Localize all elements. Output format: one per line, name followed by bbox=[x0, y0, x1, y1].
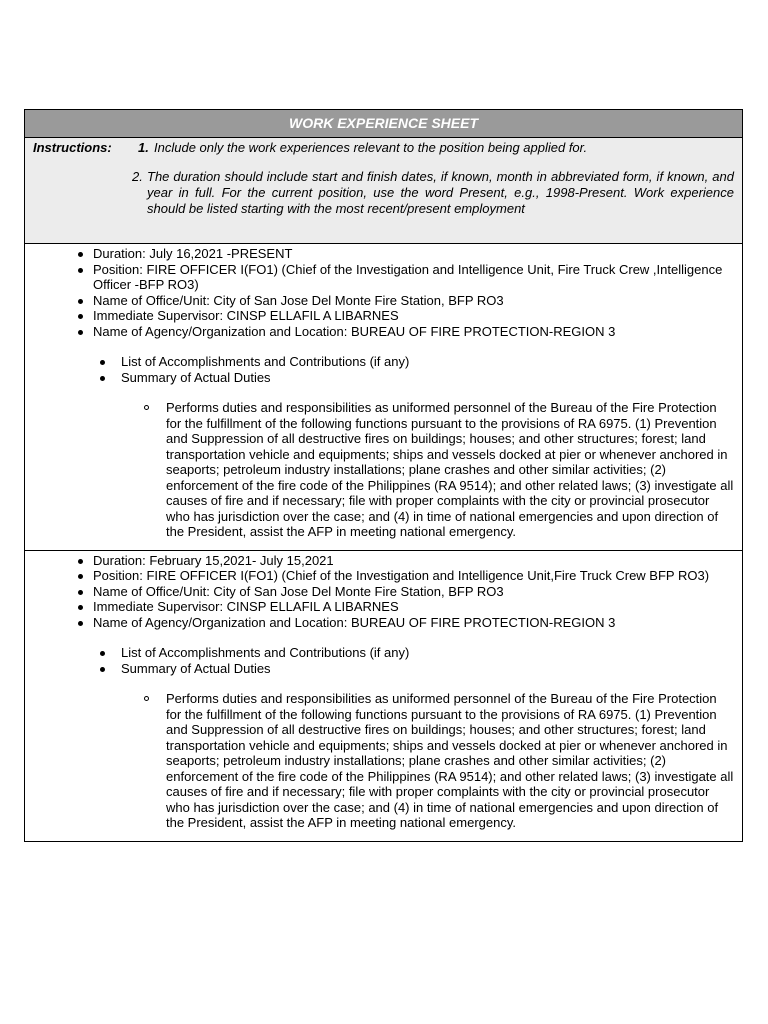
entry-supervisor: Immediate Supervisor: CINSP ELLAFIL A LIBARNES bbox=[25, 308, 734, 324]
entry-position: Position: FIRE OFFICER I(FO1) (Chief of the Investigation and Intelligence Unit,Fire Truck Crew BFP RO3) bbox=[25, 568, 734, 584]
entry-supervisor: Immediate Supervisor: CINSP ELLAFIL A LIBARNES bbox=[25, 599, 734, 615]
entry-accomplishments: List of Accomplishments and Contributions (if any) bbox=[25, 354, 734, 370]
entry-sub-list bbox=[25, 645, 734, 676]
instruction-2-text: The duration should include start and finish dates, if known, month in abbreviated form, if known, and year in full. For the current position, use the word Present, e.g., 1998-Present. Work experience should be listed starting with the most recent/present employment bbox=[147, 169, 734, 216]
instruction-2-number: 2. bbox=[132, 169, 143, 184]
work-experience-sheet bbox=[24, 109, 743, 842]
entry-office: Name of Office/Unit: City of San Jose Del Monte Fire Station, BFP RO3 bbox=[25, 293, 734, 309]
entry-duties-text: Performs duties and responsibilities as uniformed personnel of the Bureau of the Fire Protection for the fulfillment of the following functions pursuant to the provisions of RA 6975. (1) Prevention and Suppression of all destructive fires on buildings; houses; and other structures; forest; land transportation vehicle and equipments; ships and vessels docked at pier or whenever anchored in seaports; petroleum industry installations; plane crashes and other similar activities; (2) enforcement of the fire code of the Philippines (RA 9514); and other related laws; (3) investigate all causes of fire and if necessary; file with proper complaints with the city or provincial prosecutor who has jurisdiction over the case; and (4) in time of national emergencies and upon direction of the President, assist the AFP in meeting national emergency. bbox=[25, 400, 734, 540]
entry-summary-heading: Summary of Actual Duties bbox=[25, 370, 734, 386]
entry-details-list bbox=[25, 553, 734, 631]
instructions-block bbox=[25, 138, 742, 244]
work-entry bbox=[25, 244, 742, 550]
entry-position: Position: FIRE OFFICER I(FO1) (Chief of the Investigation and Intelligence Unit, Fire Truck Crew ,Intelligence Officer -BFP RO3) bbox=[25, 262, 734, 293]
entry-agency: Name of Agency/Organization and Location: BUREAU OF FIRE PROTECTION-REGION 3 bbox=[25, 615, 734, 631]
instruction-1-text: Include only the work experiences relevant to the position being applied for. bbox=[154, 140, 588, 155]
entry-duration: Duration: July 16,2021 -PRESENT bbox=[25, 246, 734, 262]
sheet-title: WORK EXPERIENCE SHEET bbox=[25, 110, 742, 138]
entry-duties-list bbox=[25, 400, 734, 540]
work-entry bbox=[25, 550, 742, 841]
instructions-label: Instructions: bbox=[33, 140, 112, 155]
instruction-1-number: 1. bbox=[138, 140, 149, 155]
entry-agency: Name of Agency/Organization and Location: BUREAU OF FIRE PROTECTION-REGION 3 bbox=[25, 324, 734, 340]
entry-summary-heading: Summary of Actual Duties bbox=[25, 661, 734, 677]
entry-office: Name of Office/Unit: City of San Jose Del Monte Fire Station, BFP RO3 bbox=[25, 584, 734, 600]
entry-duties-text: Performs duties and responsibilities as uniformed personnel of the Bureau of the Fire Protection for the fulfillment of the following functions pursuant to the provisions of RA 6975. (1) Prevention and Suppression of all destructive fires on buildings; houses; and other structures; forest; land transportation vehicle and equipments; ships and vessels docked at pier or whenever anchored in seaports; petroleum industry installations; plane crashes and other similar activities; (2) enforcement of the fire code of the Philippines (RA 9514); and other related laws; (3) investigate all causes of fire and if necessary; file with proper complaints with the city or provincial prosecutor who has jurisdiction over the case; and (4) in time of national emergencies and upon direction of the President, assist the AFP in meeting national emergency. bbox=[25, 691, 734, 831]
entry-accomplishments: List of Accomplishments and Contributions (if any) bbox=[25, 645, 734, 661]
entry-details-list bbox=[25, 246, 734, 339]
entry-duration: Duration: February 15,2021- July 15,2021 bbox=[25, 553, 734, 569]
entry-sub-list bbox=[25, 354, 734, 385]
entry-duties-list bbox=[25, 691, 734, 831]
